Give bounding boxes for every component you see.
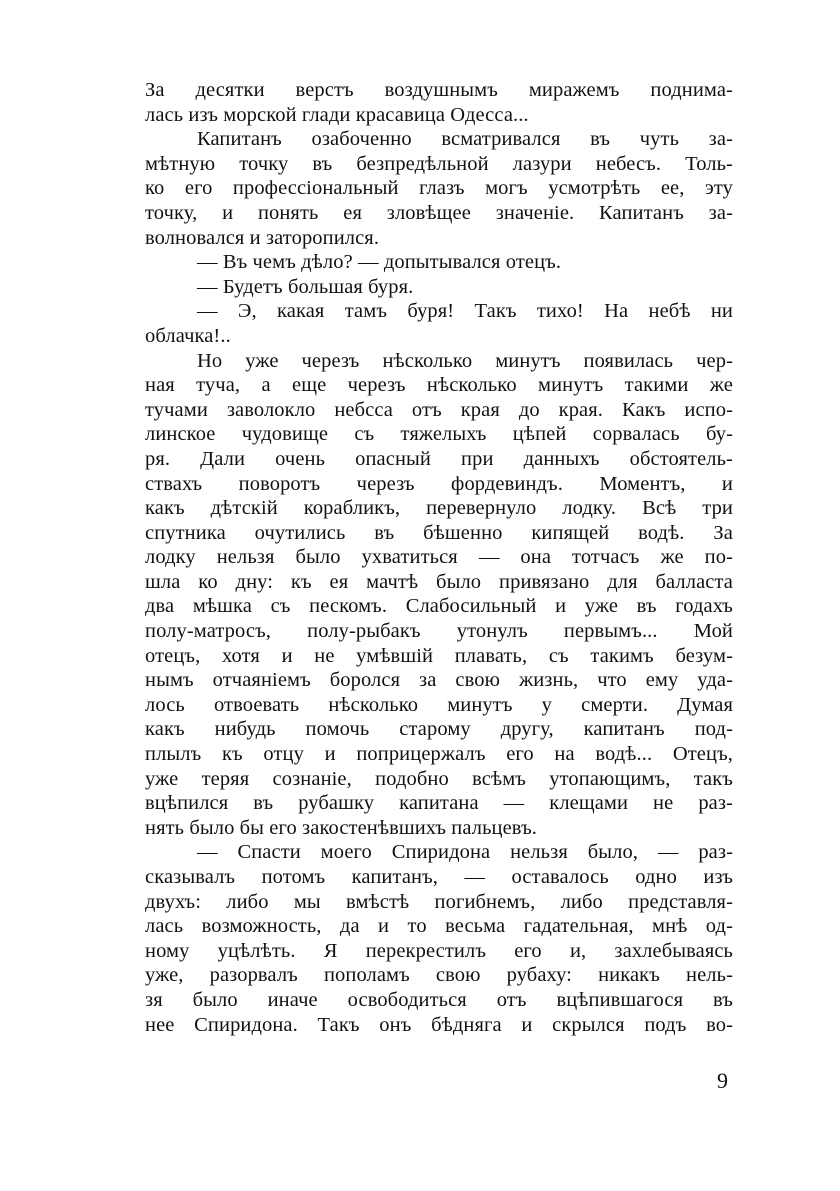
text-line: нять было бы его закостенѣвшихъ пальцевъ.: [145, 816, 537, 839]
text-line: лась возможность, да и то весьма гадательная, мнѣ од-: [145, 915, 733, 938]
text-line: — Въ чемъ дѣло? — допытывался отецъ.: [197, 251, 562, 274]
page-text: [145, 78, 733, 1037]
text-line: полу-матросъ, полу-рыбакъ утонулъ первымъ... Мой: [145, 620, 733, 643]
text-line: нее Спиридона. Такъ онъ бѣдняга и скрылся подъ во-: [145, 1013, 733, 1036]
text-line: волновался и заторопился.: [145, 226, 380, 249]
text-line: ко его профессiональный глазъ могъ усмотрѣть ее, эту: [145, 177, 733, 200]
text-line: лось отвоевать нѣсколько минутъ у смерти. Думая: [145, 693, 733, 716]
text-line: уже, разорвалъ пополамъ свою рубаху: никакъ нель-: [145, 964, 733, 987]
text-line: лась изъ морской глади красавица Одесса...: [145, 103, 529, 126]
text-line: Но уже черезъ нѣсколько минутъ появилась чер-: [197, 349, 733, 372]
text-line: тучами заволокло небсса отъ края до края. Какъ испо-: [145, 398, 733, 421]
text-line: двухъ: либо мы вмѣстѣ погибнемъ, либо представля-: [145, 890, 733, 913]
text-line: — Э, какая тамъ буря! Такъ тихо! На небѣ ни: [197, 300, 733, 323]
page-number: 9: [717, 1068, 728, 1093]
text-line: линское чудовище съ тяжелыхъ цѣпей сорвалась бу-: [145, 423, 733, 446]
text-line: — Спасти моего Спиридона нельзя было, — раз-: [197, 841, 733, 864]
text-line: уже теряя сознанiе, подобно всѣмъ утопающимъ, такъ: [145, 767, 733, 790]
text-line: Капитанъ озабоченно всматривался въ чуть за-: [197, 128, 733, 151]
text-line: спутника очутились въ бѣшенно кипящей водѣ. За: [145, 521, 733, 544]
text-line: зя было иначе освободиться отъ вцѣпившагося въ: [145, 988, 733, 1011]
text-line: сказывалъ потомъ капитанъ, — оставалось одно изъ: [145, 866, 733, 888]
text-line: ному уцѣлѣть. Я перекрестилъ его и, захлебываясь: [145, 939, 733, 962]
text-line: какъ дѣтскiй корабликъ, перевернуло лодку. Всѣ три: [145, 497, 733, 520]
text-line: облачка!..: [145, 324, 231, 347]
text-line: отецъ, хотя и не умѣвшiй плавать, съ такимъ безум-: [145, 644, 733, 667]
text-line: вцѣпился въ рубашку капитана — клещами не раз-: [145, 792, 733, 815]
text-line: ная туча, а еще черезъ нѣсколько минутъ такими же: [145, 374, 733, 397]
text-line: два мѣшка съ пескомъ. Слабосильный и уже въ годахъ: [145, 595, 733, 618]
text-line: шла ко дну: къ ея мачтѣ было привязано для балласта: [145, 570, 733, 593]
text-line: нымъ отчаянiемъ боролся за свою жизнь, что ему уда-: [145, 669, 733, 692]
text-line: точку, и понять ея зловѣщее значенiе. Капитанъ за-: [145, 201, 733, 224]
text-line: ствахъ поворотъ черезъ фордевиндъ. Моментъ, и: [145, 472, 733, 495]
text-line: плылъ къ отцу и поприцержалъ его на водѣ... Отецъ,: [145, 743, 733, 766]
text-line: За десятки верстъ воздушнымъ миражемъ поднима-: [145, 79, 733, 101]
text-line: какъ нибудь помочь старому другу, капитанъ под-: [145, 718, 733, 741]
text-line: лодку нельзя было ухватиться — она тотчасъ же по-: [145, 546, 733, 569]
text-line: — Будетъ большая буря.: [197, 275, 414, 298]
text-line: мѣтную точку въ безпредѣльной лазури небесъ. Толь-: [145, 152, 733, 175]
text-line: ря. Дали очень опасный при данныхъ обстоятель-: [145, 447, 733, 470]
